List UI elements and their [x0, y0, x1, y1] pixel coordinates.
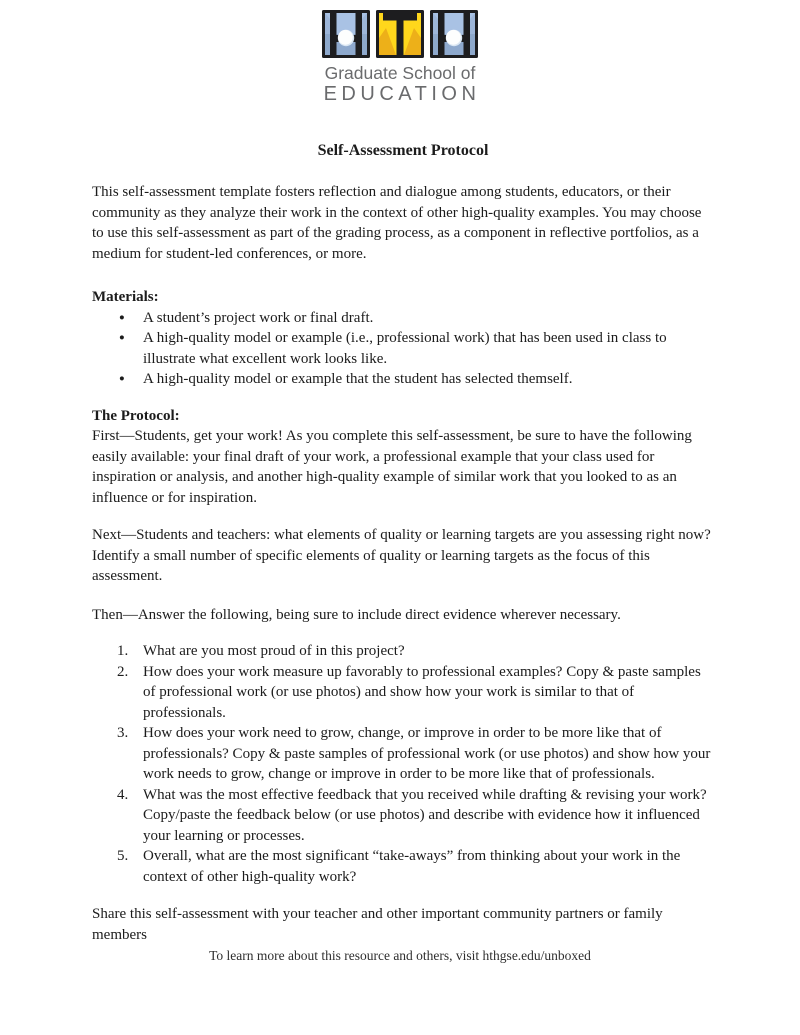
list-item: Overall, what are the most significant “take-aways” from thinking about your work in the context of other high-quality work? [143, 848, 681, 885]
logo-text-line1: Graduate School of [324, 63, 476, 83]
list-item: ● A high-quality model or example that the student has selected themself. [92, 369, 714, 390]
logo-tile-h-left-icon [322, 10, 370, 58]
protocol-heading: The Protocol: [92, 407, 180, 424]
logo-tile-h-right-icon [430, 10, 478, 58]
list-item: What was the most effective feedback that you received while drafting & revising your work? Copy/paste the feedback below (or use photos) and describe with evidence how it influenced your learning or processes. [143, 786, 707, 844]
hth-logo [0, 0, 800, 105]
logo-tile-t-icon [376, 10, 424, 58]
questions-list [92, 641, 714, 887]
closing-paragraph: Share this self-assessment with your teacher and other important community partners or family members [92, 906, 663, 943]
list-item: How does your work need to grow, change, or improve in order to be more like that of professionals? Copy & paste samples of professional work (or use photos) and show how your work needs to grow, change or improve in order to be more like that of professionals. [143, 725, 711, 782]
footer-note: To learn more about this resource and others, visit hthgse.edu/unboxed [209, 948, 591, 963]
intro-paragraph: This self-assessment template fosters reflection and dialogue among students, educators, or their community as they analyze their work in the context of other high-quality examples. You may choose to use this self-assessment as part of the grading process, as a component in reflective portfolios, as a medium for student-led conferences, or more. [92, 184, 702, 262]
list-item: ● A high-quality model or example (i.e., professional work) that has been used in class to illustrate what excellent work looks like. [92, 328, 714, 369]
list-item: ● A student’s project work or final draft. [92, 308, 714, 329]
logo-tiles [0, 10, 800, 58]
materials-list [92, 308, 714, 390]
logo-text-line2: EDUCATION [323, 83, 481, 105]
protocol-first-paragraph: First—Students, get your work! As you complete this self-assessment, be sure to have the following easily available: your final draft of your work, a professional example that your class used for inspiration or analysis, and another high-quality example of similar work that you looked to as an influence or for inspiration. [92, 428, 692, 506]
protocol-next-paragraph: Next—Students and teachers: what elements of quality or learning targets are you assessing right now? Identify a small number of specific elements of quality or learning targets as the focus of this assessment. [92, 527, 711, 584]
list-item: How does your work measure up favorably to professional examples? Copy & paste samples of professional work (or use photos) and show how your work is similar to that of professionals. [143, 663, 701, 721]
protocol-then-paragraph: Then—Answer the following, being sure to include direct evidence wherever necessary. [92, 606, 621, 623]
materials-heading: Materials: [92, 289, 159, 305]
list-item: What are you most proud of in this project? [143, 643, 405, 659]
document-body [0, 142, 800, 945]
page-title: Self-Assessment Protocol [317, 142, 489, 159]
